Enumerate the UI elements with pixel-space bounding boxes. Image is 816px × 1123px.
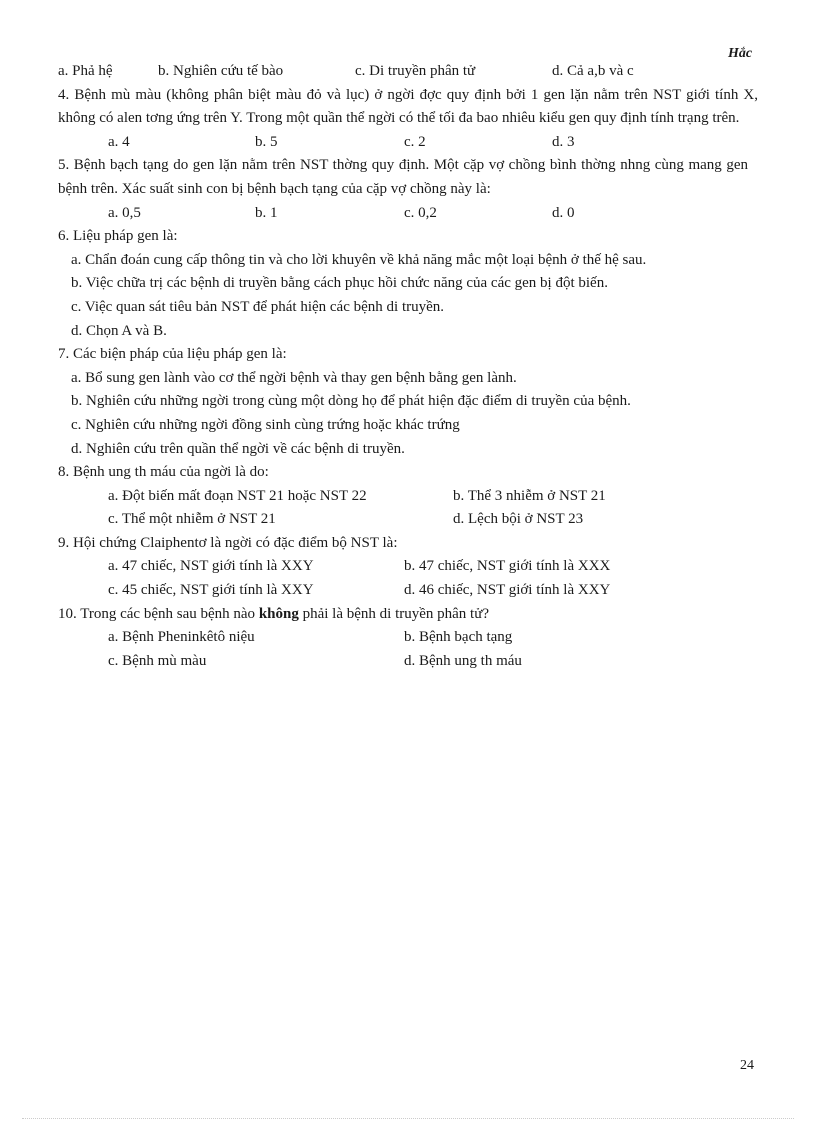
q6-option-a: a. Chẩn đoán cung cấp thông tin và cho lời khuyên về khả năng mắc một loại bệnh ở thế hệ sau. xyxy=(71,251,647,268)
q3-option-d: d. Cả a,b và c xyxy=(552,63,634,79)
q9-option-c: c. 45 chiếc, NST giới tính là XXY xyxy=(108,582,314,599)
q4-option-d: d. 3 xyxy=(552,133,575,150)
q4-option-c: c. 2 xyxy=(404,133,426,150)
document-body xyxy=(58,60,758,673)
q10-option-a: a. Bệnh Pheninkêtô niệu xyxy=(108,629,255,646)
q9-option-a: a. 47 chiếc, NST giới tính là XXY xyxy=(108,558,314,575)
q8-option-d: d. Lệch bội ở NST 23 xyxy=(453,511,584,528)
q4-stem: 4. Bệnh mù màu (không phân biệt màu đỏ và lục) ở ngời đợc quy định bởi 1 gen lặn nằm trên NST giới tính X, không có alen tơng ứng trên Y. Trong một quần thể ngời có thể tối đa bao nhiêu kiểu gen quy định tính trạng trên. xyxy=(58,86,758,127)
q8-stem: 8. Bệnh ung th máu của ngời là do: xyxy=(58,464,269,481)
q5-option-a: a. 0,5 xyxy=(108,204,141,221)
q7-option-b: b. Nghiên cứu những ngời trong cùng một dòng họ để phát hiện đặc điểm di truyền của bệnh. xyxy=(71,393,631,410)
q9-options-row2 xyxy=(58,579,758,603)
q7-option-c: c. Nghiên cứu những ngời đồng sinh cùng trứng hoặc khác trứng xyxy=(71,416,460,433)
q10-option-c: c. Bệnh mù màu xyxy=(108,652,207,669)
q5-option-d: d. 0 xyxy=(552,204,575,221)
q6-stem: 6. Liệu pháp gen là: xyxy=(58,228,178,245)
q10-stem-start: 10. Trong các bệnh sau bệnh nào xyxy=(58,605,259,622)
header-mark: Hắc xyxy=(728,46,753,61)
q10-options-row1 xyxy=(58,626,758,650)
q10-options-row2 xyxy=(58,650,758,674)
q6-option-c: c. Việc quan sát tiêu bản NST để phát hiện các bệnh di truyền. xyxy=(71,298,445,315)
q4-option-b: b. 5 xyxy=(255,133,278,150)
q5-option-b: b. 1 xyxy=(255,204,278,221)
q7-stem: 7. Các biện pháp của liệu pháp gen là: xyxy=(58,346,287,363)
q10-stem-emphasis: không xyxy=(258,605,299,622)
q8-options-row2 xyxy=(58,508,758,532)
q3-options xyxy=(58,60,758,84)
q8-options-row1 xyxy=(58,485,758,509)
q10-stem xyxy=(58,603,758,627)
q9-options-row1 xyxy=(58,555,758,579)
page-bottom-divider xyxy=(22,1118,794,1119)
q7-option-a: a. Bổ sung gen lành vào cơ thể ngời bệnh và thay gen bệnh bằng gen lành. xyxy=(71,369,517,386)
q3-option-b: b. Nghiên cứu tế bào xyxy=(158,63,284,79)
q8-option-a: a. Đột biến mất đoạn NST 21 hoặc NST 22 xyxy=(108,487,367,504)
q4-options xyxy=(58,131,758,155)
q9-stem: 9. Hội chứng Claiphentơ là ngời có đặc điểm bộ NST là: xyxy=(58,534,398,551)
q5-option-c: c. 0,2 xyxy=(404,204,437,221)
q3-option-c: c. Di truyền phân tử xyxy=(355,63,476,79)
page-number: 24 xyxy=(740,1058,754,1073)
q10-option-d: d. Bệnh ung th máu xyxy=(404,652,522,669)
q6-option-d: d. Chọn A và B. xyxy=(71,322,167,339)
q4-option-a: a. 4 xyxy=(108,133,130,150)
q9-option-d: d. 46 chiếc, NST giới tính là XXY xyxy=(404,582,611,599)
q8-option-c: c. Thể một nhiễm ở NST 21 xyxy=(108,511,276,528)
q5-options xyxy=(58,202,758,226)
q10-stem-end: phải là bệnh di truyền phân tử? xyxy=(298,605,490,622)
q9-option-b: b. 47 chiếc, NST giới tính là XXX xyxy=(404,558,611,575)
q7-option-d: d. Nghiên cứu trên quần thể ngời về các bệnh di truyền. xyxy=(71,440,405,457)
q3-option-a: a. Phả hệ xyxy=(58,63,113,79)
q5-stem: 5. Bệnh bạch tạng do gen lặn nằm trên NST thờng quy định. Một cặp vợ chồng bình thờng nhng cùng mang gen bệnh trên. Xác suất sinh con bị bệnh bạch tạng của cặp vợ chồng này là: xyxy=(58,157,748,197)
q6-option-b: b. Việc chữa trị các bệnh di truyền bằng cách phục hồi chức năng của các gen bị đột biến. xyxy=(71,275,608,292)
q8-option-b: b. Thể 3 nhiễm ở NST 21 xyxy=(453,487,606,504)
q10-option-b: b. Bệnh bạch tạng xyxy=(404,629,513,646)
